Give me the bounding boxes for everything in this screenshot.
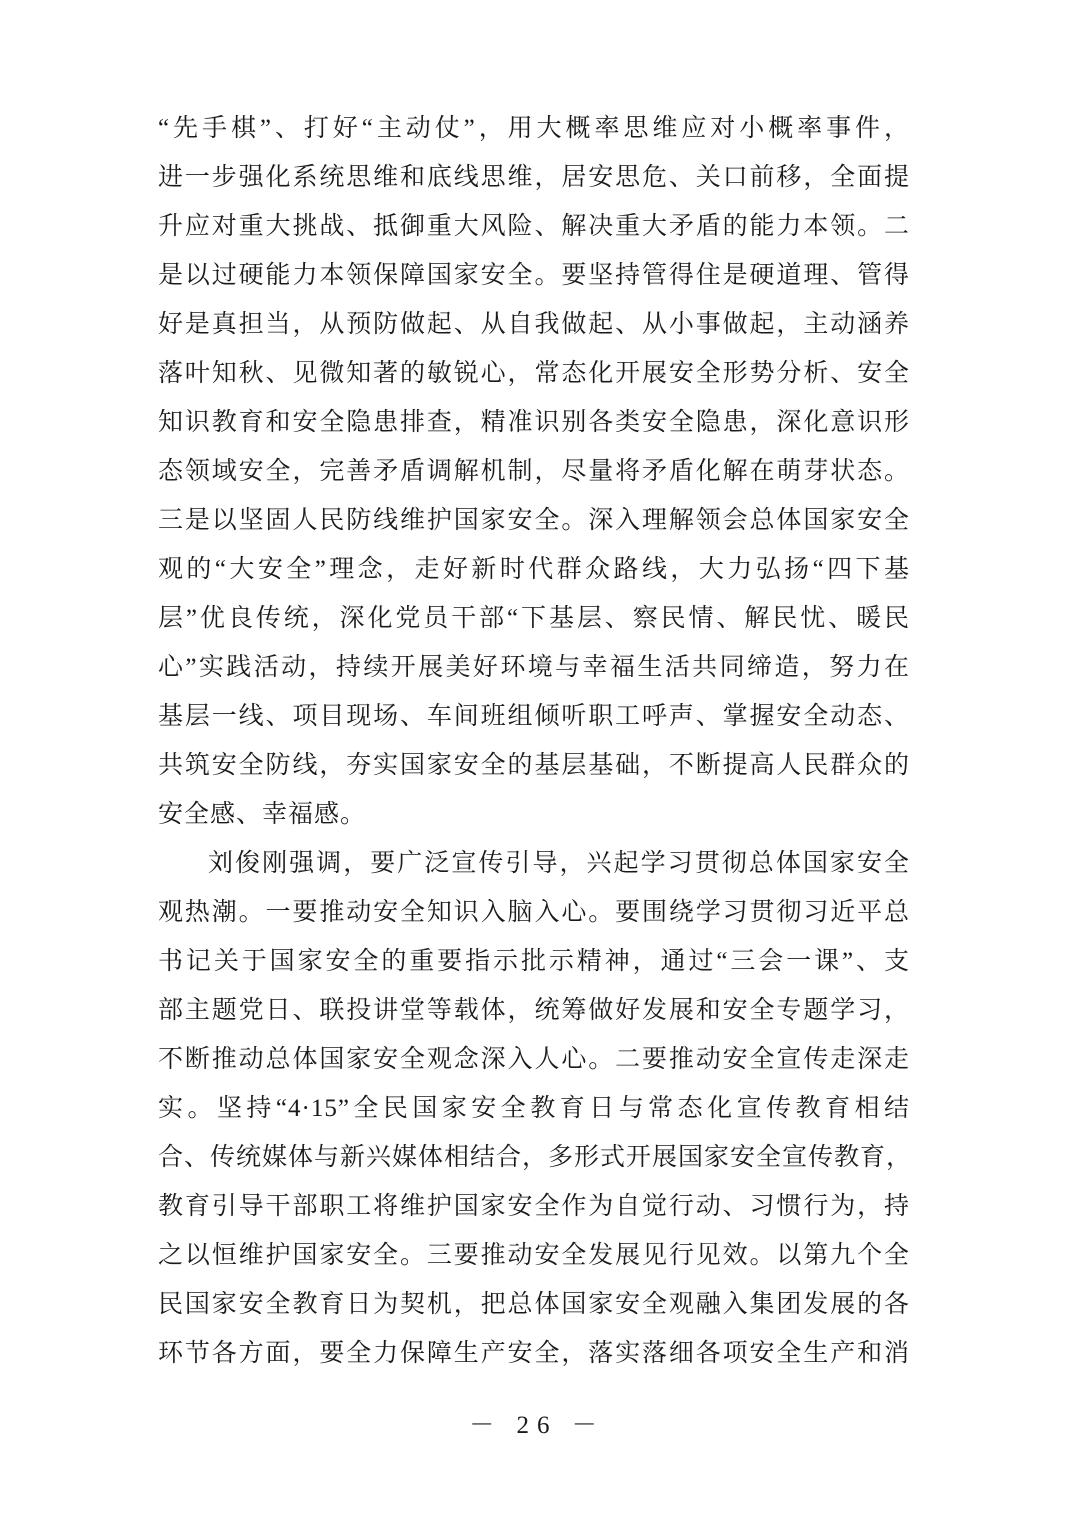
text-line: 观的“大安全”理念，走好新时代群众路线，大力弘扬“四下基: [158, 556, 910, 583]
text-line: 共筑安全防线，夯实国家安全的基层基础，不断提高人民群众的: [158, 752, 910, 779]
text-line: “先手棋”、打好“主动仗”，用大概率思维应对小概率事件，: [158, 115, 910, 142]
text-line: 刘俊刚强调，要广泛宣传引导，兴起学习贯彻总体国家安全: [208, 850, 910, 877]
text-line: 层”优良传统，深化党员干部“下基层、察民情、解民忧、暖民: [158, 605, 910, 632]
text-line: 环节各方面，要全力保障生产安全，落实落细各项安全生产和消: [158, 1340, 910, 1367]
text-line: 教育引导干部职工将维护国家安全作为自觉行动、习惯行为，持: [158, 1193, 910, 1220]
text-block: [158, 104, 913, 1378]
text-line: 进一步强化系统思维和底线思维，居安思危、关口前移，全面提: [158, 164, 910, 191]
text-line: 实。坚持“4·15”全民国家安全教育日与常态化宣传教育相结: [158, 1095, 910, 1122]
page-footer: [0, 1405, 1074, 1441]
page-number: － 26 －: [469, 1412, 605, 1439]
text-line: 之以恒维护国家安全。三要推动安全发展见行见效。以第九个全: [158, 1242, 910, 1269]
text-line: 心”实践活动，持续开展美好环境与幸福生活共同缔造，努力在: [158, 654, 910, 681]
text-line: 观热潮。一要推动安全知识入脑入心。要围绕学习贯彻习近平总: [158, 899, 910, 926]
text-line: 好是真担当，从预防做起、从自我做起、从小事做起，主动涵养: [158, 311, 910, 338]
text-line: 安全感、幸福感。: [158, 801, 367, 828]
text-line: 知识教育和安全隐患排查，精准识别各类安全隐患，深化意识形: [158, 409, 910, 436]
text-line: 态领域安全，完善矛盾调解机制，尽量将矛盾化解在萌芽状态。: [158, 458, 910, 485]
text-line: 是以过硬能力本领保障国家安全。要坚持管得住是硬道理、管得: [158, 262, 910, 289]
text-line: 基层一线、项目现场、车间班组倾听职工呼声、掌握安全动态、: [158, 703, 910, 730]
text-line: 三是以坚固人民防线维护国家安全。深入理解领会总体国家安全: [158, 507, 910, 534]
text-line: 不断推动总体国家安全观念深入人心。二要推动安全宣传走深走: [158, 1046, 910, 1073]
text-line: 书记关于国家安全的重要指示批示精神，通过“三会一课”、支: [158, 948, 910, 975]
text-line: 部主题党日、联投讲堂等载体，统筹做好发展和安全专题学习，: [158, 997, 910, 1024]
text-line: 落叶知秋、见微知著的敏锐心，常态化开展安全形势分析、安全: [158, 360, 910, 387]
text-line: 合、传统媒体与新兴媒体相结合，多形式开展国家安全宣传教育，: [158, 1144, 913, 1171]
text-line: 升应对重大挑战、抵御重大风险、解决重大矛盾的能力本领。二: [158, 213, 910, 240]
text-line: 民国家安全教育日为契机，把总体国家安全观融入集团发展的各: [158, 1291, 910, 1318]
